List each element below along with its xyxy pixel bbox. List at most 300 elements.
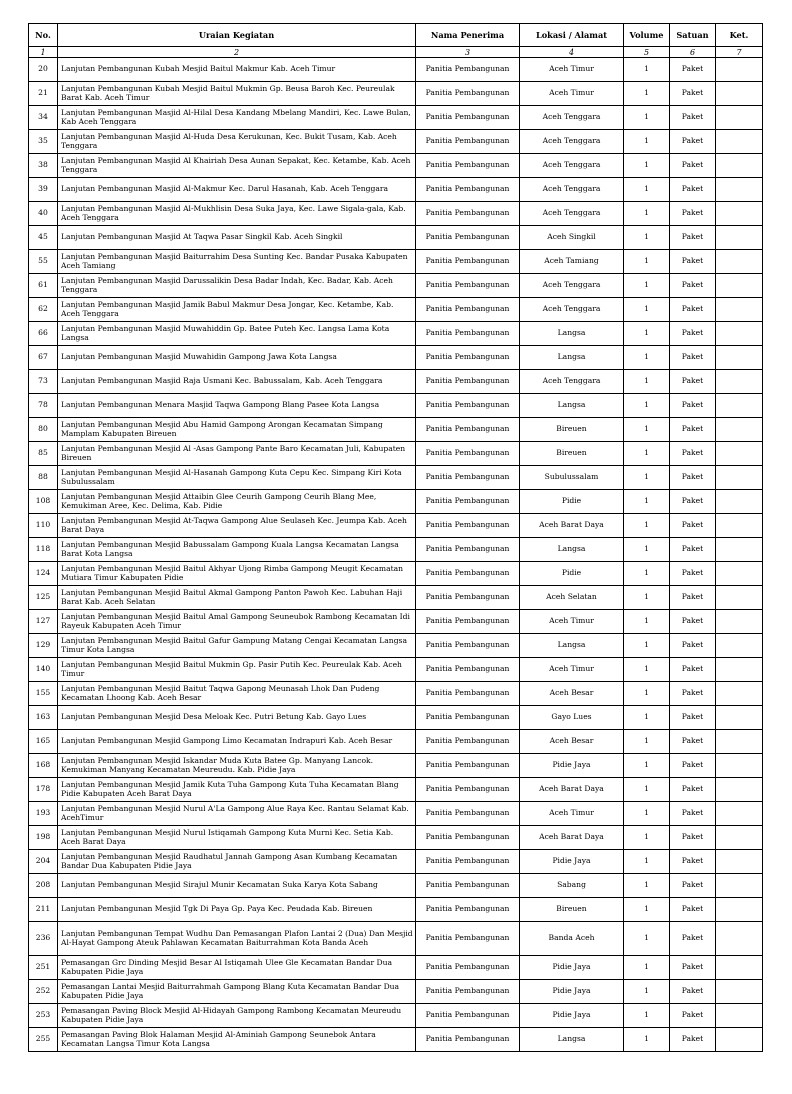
column-number: 7 [716, 47, 763, 58]
activity-description: Lanjutan Pembangunan Masjid Raja Usmani Kec. Babussalam, Kab. Aceh Tenggara [58, 370, 416, 394]
activity-description: Lanjutan Pembangunan Mesjid Baitul Akmal Gampong Panton Pawoh Kec. Labuhan Haji Barat Kab. Aceh Selatan [58, 586, 416, 610]
row-number: 88 [29, 466, 58, 490]
remarks-cell [716, 322, 763, 346]
recipient-name: Panitia Pembangunan [416, 1028, 520, 1052]
remarks-cell [716, 610, 763, 634]
remarks-cell [716, 130, 763, 154]
activity-description: Lanjutan Pembangunan Masjid Al Khairiah Desa Aunan Sepakat, Kec. Ketambe, Kab. Aceh Tenggara [58, 154, 416, 178]
row-number: 55 [29, 250, 58, 274]
unit-value: Paket [670, 778, 716, 802]
row-number: 118 [29, 538, 58, 562]
table-row [29, 634, 763, 658]
unit-value: Paket [670, 706, 716, 730]
column-number-row [29, 47, 763, 58]
activity-description: Lanjutan Pembangunan Masjid At Taqwa Pasar Singkil Kab. Aceh Singkil [58, 226, 416, 250]
table-row [29, 514, 763, 538]
activity-description: Lanjutan Pembangunan Mesjid Baitul Gafur Gampung Matang Cengai Kecamatan Langsa Timur Kota Langsa [58, 634, 416, 658]
location: Aceh Tenggara [520, 202, 624, 226]
location: Aceh Tenggara [520, 274, 624, 298]
unit-value: Paket [670, 466, 716, 490]
remarks-cell [716, 898, 763, 922]
row-number: 198 [29, 826, 58, 850]
table-row [29, 658, 763, 682]
table-row [29, 802, 763, 826]
row-number: 165 [29, 730, 58, 754]
unit-value: Paket [670, 1028, 716, 1052]
remarks-cell [716, 874, 763, 898]
row-number: 21 [29, 82, 58, 106]
unit-value: Paket [670, 370, 716, 394]
location: Banda Aceh [520, 922, 624, 956]
volume-value: 1 [624, 490, 670, 514]
remarks-cell [716, 1004, 763, 1028]
unit-value: Paket [670, 956, 716, 980]
volume-value: 1 [624, 106, 670, 130]
table-row [29, 58, 763, 82]
location: Langsa [520, 634, 624, 658]
recipient-name: Panitia Pembangunan [416, 1004, 520, 1028]
location: Bireuen [520, 418, 624, 442]
activity-description: Lanjutan Pembangunan Masjid Jamik Babul Makmur Desa Jongar, Kec. Ketambe, Kab. Aceh Tenggara [58, 298, 416, 322]
location: Sabang [520, 874, 624, 898]
remarks-cell [716, 634, 763, 658]
row-number: 193 [29, 802, 58, 826]
table-row [29, 82, 763, 106]
unit-value: Paket [670, 980, 716, 1004]
recipient-name: Panitia Pembangunan [416, 58, 520, 82]
table-row [29, 154, 763, 178]
row-number: 253 [29, 1004, 58, 1028]
row-number: 204 [29, 850, 58, 874]
remarks-cell [716, 850, 763, 874]
location: Aceh Barat Daya [520, 826, 624, 850]
remarks-cell [716, 1028, 763, 1052]
table-row [29, 490, 763, 514]
location: Aceh Tenggara [520, 130, 624, 154]
row-number: 45 [29, 226, 58, 250]
unit-value: Paket [670, 754, 716, 778]
table-row [29, 610, 763, 634]
column-number: 4 [520, 47, 624, 58]
volume-value: 1 [624, 514, 670, 538]
row-number: 20 [29, 58, 58, 82]
table-row [29, 394, 763, 418]
unit-value: Paket [670, 922, 716, 956]
location: Pidie Jaya [520, 850, 624, 874]
activity-description: Lanjutan Pembangunan Mesjid Gampong Limo Kecamatan Indrapuri Kab. Aceh Besar [58, 730, 416, 754]
table-row [29, 442, 763, 466]
table-body [29, 58, 763, 1052]
row-number: 168 [29, 754, 58, 778]
volume-value: 1 [624, 538, 670, 562]
unit-value: Paket [670, 178, 716, 202]
row-number: 252 [29, 980, 58, 1004]
recipient-name: Panitia Pembangunan [416, 802, 520, 826]
unit-value: Paket [670, 730, 716, 754]
recipient-name: Panitia Pembangunan [416, 562, 520, 586]
location: Pidie Jaya [520, 754, 624, 778]
recipient-name: Panitia Pembangunan [416, 178, 520, 202]
volume-value: 1 [624, 956, 670, 980]
volume-value: 1 [624, 82, 670, 106]
volume-value: 1 [624, 298, 670, 322]
volume-value: 1 [624, 370, 670, 394]
remarks-cell [716, 346, 763, 370]
row-number: 34 [29, 106, 58, 130]
table-row [29, 466, 763, 490]
row-number: 66 [29, 322, 58, 346]
volume-value: 1 [624, 802, 670, 826]
activity-description: Pemasangan Paving Block Mesjid Al-Hidayah Gampong Rambong Kecamatan Meureudu Kabupaten Pidie Jaya [58, 1004, 416, 1028]
unit-value: Paket [670, 874, 716, 898]
table-row [29, 226, 763, 250]
table-row [29, 922, 763, 956]
recipient-name: Panitia Pembangunan [416, 610, 520, 634]
remarks-cell [716, 514, 763, 538]
remarks-cell [716, 58, 763, 82]
location: Pidie [520, 562, 624, 586]
recipient-name: Panitia Pembangunan [416, 226, 520, 250]
row-number: 108 [29, 490, 58, 514]
remarks-cell [716, 466, 763, 490]
table-row [29, 298, 763, 322]
unit-value: Paket [670, 250, 716, 274]
recipient-name: Panitia Pembangunan [416, 634, 520, 658]
remarks-cell [716, 442, 763, 466]
unit-value: Paket [670, 1004, 716, 1028]
recipient-name: Panitia Pembangunan [416, 394, 520, 418]
row-number: 163 [29, 706, 58, 730]
location: Aceh Barat Daya [520, 778, 624, 802]
recipient-name: Panitia Pembangunan [416, 490, 520, 514]
row-number: 129 [29, 634, 58, 658]
volume-value: 1 [624, 394, 670, 418]
table-row [29, 1004, 763, 1028]
volume-value: 1 [624, 274, 670, 298]
table-row [29, 250, 763, 274]
row-number: 155 [29, 682, 58, 706]
remarks-cell [716, 778, 763, 802]
activity-description: Lanjutan Pembangunan Kubah Mesjid Baitul Mukmin Gp. Beusa Baroh Kec. Peureulak Barat Kab. Aceh Timur [58, 82, 416, 106]
recipient-name: Panitia Pembangunan [416, 898, 520, 922]
activity-description: Lanjutan Pembangunan Masjid Muwahiddin Gp. Batee Puteh Kec. Langsa Lama Kota Langsa [58, 322, 416, 346]
location: Langsa [520, 538, 624, 562]
unit-value: Paket [670, 226, 716, 250]
recipient-name: Panitia Pembangunan [416, 956, 520, 980]
recipient-name: Panitia Pembangunan [416, 82, 520, 106]
remarks-cell [716, 922, 763, 956]
volume-value: 1 [624, 826, 670, 850]
row-number: 125 [29, 586, 58, 610]
volume-value: 1 [624, 980, 670, 1004]
location: Aceh Timur [520, 610, 624, 634]
recipient-name: Panitia Pembangunan [416, 586, 520, 610]
activity-description: Pemasangan Lantai Mesjid Baiturrahmah Gampong Blang Kuta Kecamatan Bandar Dua Kabupaten Pidie Jaya [58, 980, 416, 1004]
volume-value: 1 [624, 874, 670, 898]
unit-value: Paket [670, 826, 716, 850]
activity-description: Lanjutan Pembangunan Mesjid Nurul Istiqamah Gampong Kuta Murni Kec. Setia Kab. Aceh Barat Daya [58, 826, 416, 850]
column-number: 1 [29, 47, 58, 58]
volume-value: 1 [624, 706, 670, 730]
unit-value: Paket [670, 346, 716, 370]
activity-description: Lanjutan Pembangunan Mesjid Raudhatul Jannah Gampong Asan Kumbang Kecamatan Bandar Dua Kabupaten Pidie Jaya [58, 850, 416, 874]
remarks-cell [716, 82, 763, 106]
remarks-cell [716, 106, 763, 130]
table-row [29, 980, 763, 1004]
header-satuan: Satuan [670, 24, 716, 47]
activity-description: Lanjutan Pembangunan Tempat Wudhu Dan Pemasangan Plafon Lantai 2 (Dua) Dan Mesjid Al-Hayat Gampong Ateuk Pahlawan Kecamatan Baiturrahman Kota Banda Aceh [58, 922, 416, 956]
row-number: 110 [29, 514, 58, 538]
table-row [29, 874, 763, 898]
row-number: 85 [29, 442, 58, 466]
unit-value: Paket [670, 658, 716, 682]
location: Aceh Tenggara [520, 106, 624, 130]
unit-value: Paket [670, 274, 716, 298]
remarks-cell [716, 394, 763, 418]
table-row [29, 754, 763, 778]
remarks-cell [716, 538, 763, 562]
remarks-cell [716, 586, 763, 610]
recipient-name: Panitia Pembangunan [416, 826, 520, 850]
column-number: 3 [416, 47, 520, 58]
location: Aceh Tenggara [520, 178, 624, 202]
unit-value: Paket [670, 106, 716, 130]
location: Aceh Timur [520, 802, 624, 826]
row-number: 211 [29, 898, 58, 922]
unit-value: Paket [670, 442, 716, 466]
volume-value: 1 [624, 850, 670, 874]
volume-value: 1 [624, 466, 670, 490]
unit-value: Paket [670, 394, 716, 418]
table-row [29, 370, 763, 394]
row-number: 255 [29, 1028, 58, 1052]
row-number: 38 [29, 154, 58, 178]
table-row [29, 898, 763, 922]
activity-description: Lanjutan Pembangunan Masjid Al-Hilal Desa Kandang Mbelang Mandiri, Kec. Lawe Bulan, Kab Aceh Tenggara [58, 106, 416, 130]
unit-value: Paket [670, 802, 716, 826]
remarks-cell [716, 730, 763, 754]
unit-value: Paket [670, 154, 716, 178]
row-number: 40 [29, 202, 58, 226]
recipient-name: Panitia Pembangunan [416, 370, 520, 394]
volume-value: 1 [624, 250, 670, 274]
remarks-cell [716, 154, 763, 178]
row-number: 78 [29, 394, 58, 418]
location: Aceh Besar [520, 730, 624, 754]
volume-value: 1 [624, 1004, 670, 1028]
activity-description: Lanjutan Pembangunan Masjid Darussalikin Desa Badar Indah, Kec. Badar, Kab. Aceh Tenggara [58, 274, 416, 298]
location: Aceh Tenggara [520, 298, 624, 322]
activity-description: Lanjutan Pembangunan Masjid Al-Mukhlisin Desa Suka Jaya, Kec. Lawe Sigala-gala, Kab. Aceh Tenggara [58, 202, 416, 226]
recipient-name: Panitia Pembangunan [416, 850, 520, 874]
header-uraian-kegiatan: Uraian Kegiatan [58, 24, 416, 47]
unit-value: Paket [670, 82, 716, 106]
row-number: 208 [29, 874, 58, 898]
row-number: 61 [29, 274, 58, 298]
table-row [29, 178, 763, 202]
volume-value: 1 [624, 58, 670, 82]
activity-description: Lanjutan Pembangunan Masjid Baiturrahim Desa Sunting Kec. Bandar Pusaka Kabupaten Aceh Tamiang [58, 250, 416, 274]
row-number: 39 [29, 178, 58, 202]
remarks-cell [716, 682, 763, 706]
recipient-name: Panitia Pembangunan [416, 442, 520, 466]
table-row [29, 538, 763, 562]
row-number: 178 [29, 778, 58, 802]
remarks-cell [716, 490, 763, 514]
location: Langsa [520, 394, 624, 418]
remarks-cell [716, 754, 763, 778]
location: Gayo Lues [520, 706, 624, 730]
location: Bireuen [520, 898, 624, 922]
activity-description: Lanjutan Pembangunan Mesjid Attaibin Glee Ceurih Gampong Ceurih Blang Mee, Kemukiman Aree, Kec. Delima, Kab. Pidie [58, 490, 416, 514]
recipient-name: Panitia Pembangunan [416, 130, 520, 154]
row-number: 140 [29, 658, 58, 682]
unit-value: Paket [670, 538, 716, 562]
table-row [29, 106, 763, 130]
table-row [29, 346, 763, 370]
remarks-cell [716, 226, 763, 250]
unit-value: Paket [670, 130, 716, 154]
recipient-name: Panitia Pembangunan [416, 682, 520, 706]
header-lokasi-alamat: Lokasi / Alamat [520, 24, 624, 47]
recipient-name: Panitia Pembangunan [416, 106, 520, 130]
location: Pidie [520, 490, 624, 514]
volume-value: 1 [624, 346, 670, 370]
recipient-name: Panitia Pembangunan [416, 514, 520, 538]
volume-value: 1 [624, 682, 670, 706]
recipient-name: Panitia Pembangunan [416, 250, 520, 274]
column-number: 6 [670, 47, 716, 58]
table-row [29, 706, 763, 730]
activity-description: Lanjutan Pembangunan Mesjid Al-Hasanah Gampong Kuta Cepu Kec. Simpang Kiri Kota Subulussalam [58, 466, 416, 490]
volume-value: 1 [624, 226, 670, 250]
volume-value: 1 [624, 442, 670, 466]
location: Langsa [520, 1028, 624, 1052]
unit-value: Paket [670, 682, 716, 706]
location: Langsa [520, 346, 624, 370]
row-number: 73 [29, 370, 58, 394]
remarks-cell [716, 980, 763, 1004]
activity-description: Lanjutan Pembangunan Mesjid At-Taqwa Gampong Alue Seulaseh Kec. Jeumpa Kab. Aceh Barat Daya [58, 514, 416, 538]
column-number: 2 [58, 47, 416, 58]
location: Aceh Timur [520, 82, 624, 106]
recipient-name: Panitia Pembangunan [416, 202, 520, 226]
recipient-name: Panitia Pembangunan [416, 274, 520, 298]
location: Aceh Timur [520, 58, 624, 82]
remarks-cell [716, 706, 763, 730]
unit-value: Paket [670, 418, 716, 442]
activity-description: Lanjutan Pembangunan Mesjid Sirajul Munir Kecamatan Suka Karya Kota Sabang [58, 874, 416, 898]
unit-value: Paket [670, 634, 716, 658]
activity-description: Lanjutan Pembangunan Mesjid Baitul Akhyar Ujong Rimba Gampong Meugit Kecamatan Mutiara Timur Kabupaten Pidie [58, 562, 416, 586]
location: Aceh Tamiang [520, 250, 624, 274]
volume-value: 1 [624, 898, 670, 922]
volume-value: 1 [624, 778, 670, 802]
recipient-name: Panitia Pembangunan [416, 658, 520, 682]
table-row [29, 826, 763, 850]
activity-description: Lanjutan Pembangunan Masjid Muwahidin Gampong Jawa Kota Langsa [58, 346, 416, 370]
recipient-name: Panitia Pembangunan [416, 730, 520, 754]
activity-description: Lanjutan Pembangunan Kubah Mesjid Baitul Makmur Kab. Aceh Timur [58, 58, 416, 82]
column-number: 5 [624, 47, 670, 58]
volume-value: 1 [624, 586, 670, 610]
table-row [29, 130, 763, 154]
table-row [29, 682, 763, 706]
activity-description: Lanjutan Pembangunan Mesjid Baitul Mukmin Gp. Pasir Putih Kec. Peureulak Kab. Aceh Timur [58, 658, 416, 682]
row-number: 67 [29, 346, 58, 370]
activity-description: Lanjutan Pembangunan Mesjid Abu Hamid Gampong Arongan Kecamatan Simpang Mamplam Kabupaten Bireuen [58, 418, 416, 442]
activity-description: Lanjutan Pembangunan Mesjid Baitul Amal Gampong Seuneubok Rambong Kecamatan Idi Rayeuk Kabupaten Aceh Timur [58, 610, 416, 634]
remarks-cell [716, 562, 763, 586]
recipient-name: Panitia Pembangunan [416, 466, 520, 490]
row-number: 236 [29, 922, 58, 956]
unit-value: Paket [670, 322, 716, 346]
table-row [29, 562, 763, 586]
row-number: 35 [29, 130, 58, 154]
table-row [29, 274, 763, 298]
remarks-cell [716, 956, 763, 980]
activity-description: Lanjutan Pembangunan Mesjid Nurul A'La Gampong Alue Raya Kec. Rantau Selamat Kab. AcehTimur [58, 802, 416, 826]
recipient-name: Panitia Pembangunan [416, 706, 520, 730]
location: Aceh Selatan [520, 586, 624, 610]
remarks-cell [716, 370, 763, 394]
table-row [29, 586, 763, 610]
volume-value: 1 [624, 1028, 670, 1052]
unit-value: Paket [670, 898, 716, 922]
remarks-cell [716, 274, 763, 298]
activity-description: Lanjutan Pembangunan Mesjid Iskandar Muda Kuta Batee Gp. Manyang Lancok. Kemukiman Manyang Kecamatan Meureudu. Kab. Pidie Jaya [58, 754, 416, 778]
volume-value: 1 [624, 322, 670, 346]
unit-value: Paket [670, 298, 716, 322]
table-row [29, 1028, 763, 1052]
recipient-name: Panitia Pembangunan [416, 538, 520, 562]
remarks-cell [716, 178, 763, 202]
volume-value: 1 [624, 562, 670, 586]
table-row [29, 778, 763, 802]
row-number: 80 [29, 418, 58, 442]
recipient-name: Panitia Pembangunan [416, 922, 520, 956]
recipient-name: Panitia Pembangunan [416, 322, 520, 346]
volume-value: 1 [624, 922, 670, 956]
header-nama-penerima: Nama Penerima [416, 24, 520, 47]
remarks-cell [716, 202, 763, 226]
location: Bireuen [520, 442, 624, 466]
remarks-cell [716, 418, 763, 442]
activity-description: Lanjutan Pembangunan Mesjid Babussalam Gampong Kuala Langsa Kecamatan Langsa Barat Kota Langsa [58, 538, 416, 562]
volume-value: 1 [624, 730, 670, 754]
activity-description: Lanjutan Pembangunan Menara Masjid Taqwa Gampong Blang Pasee Kota Langsa [58, 394, 416, 418]
activity-description: Lanjutan Pembangunan Masjid Al-Huda Desa Kerukunan, Kec. Bukit Tusam, Kab. Aceh Tenggara [58, 130, 416, 154]
location: Pidie Jaya [520, 1004, 624, 1028]
activity-description: Lanjutan Pembangunan Mesjid Baitut Taqwa Gapong Meunasah Lhok Dan Pudeng Kecamatan Lhoong Kab. Aceh Besar [58, 682, 416, 706]
unit-value: Paket [670, 586, 716, 610]
activity-table [28, 23, 763, 1052]
volume-value: 1 [624, 418, 670, 442]
activity-description: Lanjutan Pembangunan Mesjid Al -Asas Gampong Pante Baro Kecamatan Juli, Kabupaten Bireuen [58, 442, 416, 466]
recipient-name: Panitia Pembangunan [416, 778, 520, 802]
location: Aceh Timur [520, 658, 624, 682]
row-number: 62 [29, 298, 58, 322]
table-row [29, 202, 763, 226]
location: Pidie Jaya [520, 980, 624, 1004]
row-number: 251 [29, 956, 58, 980]
remarks-cell [716, 298, 763, 322]
remarks-cell [716, 658, 763, 682]
table-row [29, 730, 763, 754]
remarks-cell [716, 826, 763, 850]
activity-description: Pemasangan Grc Dinding Mesjid Besar Al Istiqamah Ulee Gle Kecamatan Bandar Dua Kabupaten Pidie Jaya [58, 956, 416, 980]
activity-description: Lanjutan Pembangunan Masjid Al-Makmur Kec. Darul Hasanah, Kab. Aceh Tenggara [58, 178, 416, 202]
